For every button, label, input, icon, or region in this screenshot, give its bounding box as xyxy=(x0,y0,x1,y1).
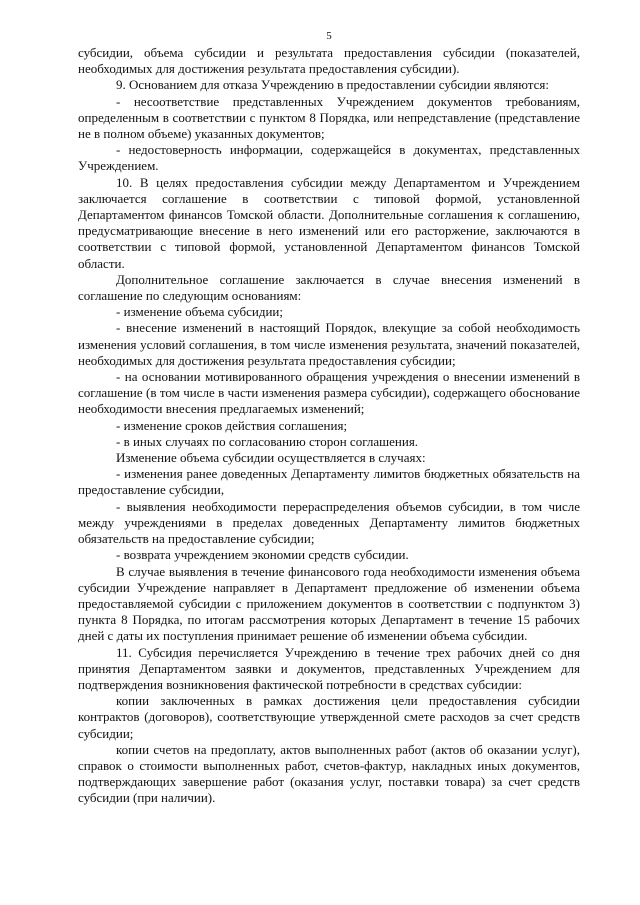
paragraph: - изменения ранее доведенных Департаменту лимитов бюджетных обязательств на предоставление субсидии, xyxy=(78,466,580,498)
paragraph: - в иных случаях по согласованию сторон соглашения. xyxy=(116,433,419,449)
paragraph: - изменение сроков действия соглашения; xyxy=(116,417,348,433)
document-body xyxy=(78,45,580,807)
page-number: 5 xyxy=(326,30,332,42)
paragraph: копии счетов на предоплату, актов выполненных работ (актов об оказании услуг), справок о стоимости выполненных работ, счетов-фактур, накладных иных документов, подтверждающих завершение работ (оказания услуг, поставки товара) за счет средств субсидии (при наличии). xyxy=(78,741,580,806)
paragraph: - изменение объема субсидии; xyxy=(116,304,283,320)
paragraph: 10. В целях предоставления субсидии между Департаментом и Учреждением заключается соглашение в соответствии с типовой формой, установленной Департаментом финансов Томской области. Дополнительные соглашения к соглашению, предусматривающие внесение в него изменений или его расторжение, заключаются в соответствии с типовой формой, установленной Департаментом финансов Томской области. xyxy=(78,174,580,271)
paragraph: В случае выявления в течение финансового года необходимости изменения объема субсидии Учреждение направляет в Департамент предложение об изменении объема предоставляемой субсидии с приложением документов в соответствии с подпунктом 3) пункта 8 Порядка, по итогам рассмотрения которых Департамент в течение 15 рабочих дней с даты их поступления принимает решение об изменении объема субсидии. xyxy=(78,563,580,644)
paragraph: - возврата учреждением экономии средств субсидии. xyxy=(116,547,409,563)
paragraph: - несоответствие представленных Учреждением документов требованиям, определенным в соответствии с пунктом 8 Порядка, или непредставление (представление не в полном объеме) указанных документов; xyxy=(78,93,580,142)
paragraph: - недостоверность информации, содержащейся в документах, представленных Учреждением. xyxy=(78,142,580,174)
paragraph: - внесение изменений в настоящий Порядок, влекущие за собой необходимость изменения условий соглашения, в том числе изменения результата, значений показателей, необходимых для достижения результата предоставления субсидии; xyxy=(78,320,580,368)
paragraph: 11. Субсидия перечисляется Учреждению в течение трех рабочих дней со дня принятия Департаментом заявки и документов, представленных Учреждением для подтверждения возникновения фактической потребности в средствах субсидии: xyxy=(78,644,580,692)
paragraph: Дополнительное соглашение заключается в случае внесения изменений в соглашение по следующим основаниям: xyxy=(78,271,580,304)
paragraph: - на основании мотивированного обращения учреждения о внесении изменений в соглашение (в том числе в части изменения размера субсидии), содержащего обоснование необходимости внесения предлагаемых изменений; xyxy=(78,369,580,417)
paragraph: - выявления необходимости перераспределения объемов субсидии, в том числе между учреждениями в пределах доведенных Департаменту лимитов бюджетных обязательств на предоставление субсидии; xyxy=(78,498,580,547)
paragraph: Изменение объема субсидии осуществляется в случаях: xyxy=(116,450,426,466)
paragraph: 9. Основанием для отказа Учреждению в предоставлении субсидии являются: xyxy=(116,77,549,93)
paragraph: копии заключенных в рамках достижения цели предоставления субсидии контрактов (договоров), соответствующие утвержденной смете расходов за счет средств субсидии; xyxy=(78,693,580,741)
paragraph: субсидии, объема субсидии и результата предоставления субсидии (показателей, необходимых для достижения результата предоставления субсидии). xyxy=(78,45,580,77)
